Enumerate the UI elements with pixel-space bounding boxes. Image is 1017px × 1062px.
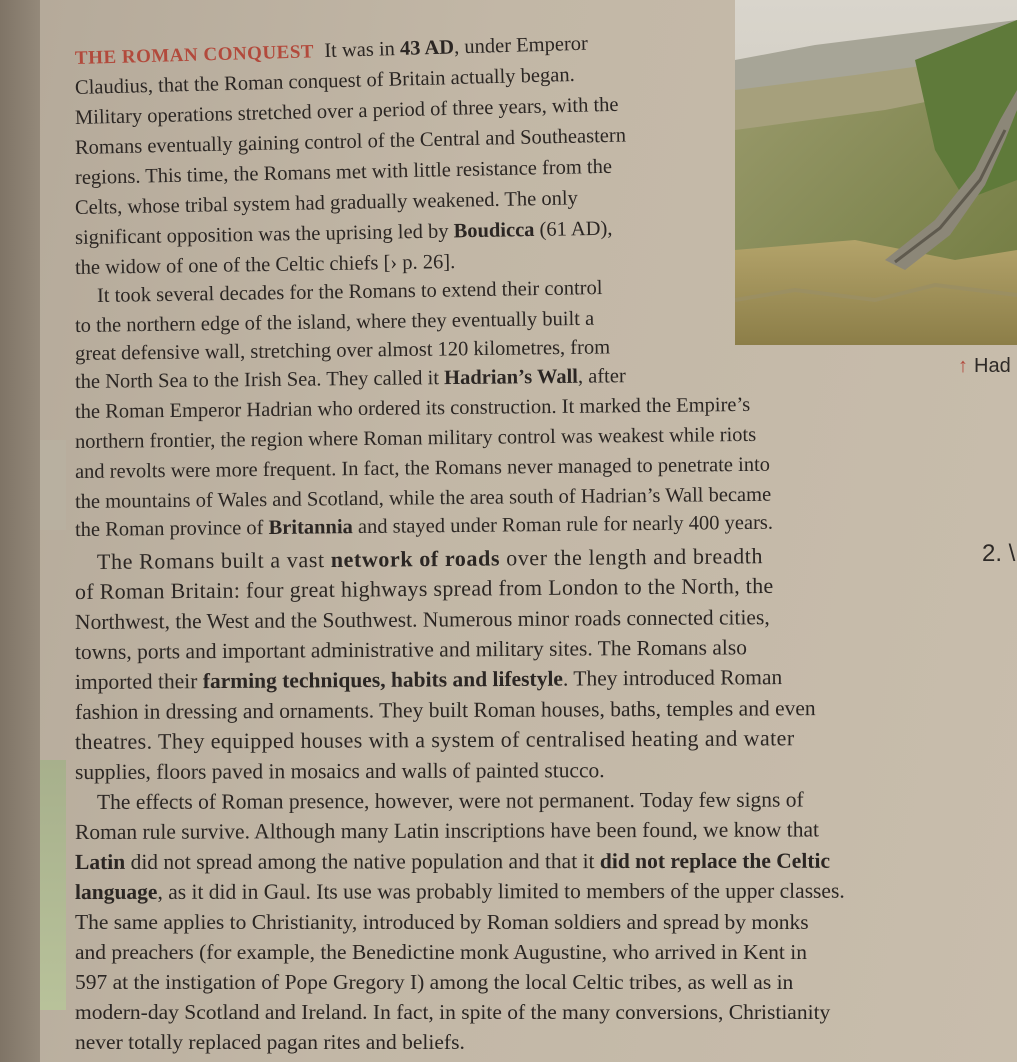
text-line: It took several decades for the Romans to extend their control: [96, 277, 603, 307]
hadrians-wall-photo: [735, 0, 1017, 345]
text-line: towns, ports and important administrative and military sites. The Romans also: [74, 635, 748, 664]
page-edge-tab: [40, 760, 66, 1010]
text-line: The same applies to Christianity, introduced by Roman soldiers and spread by monks: [75, 910, 809, 934]
text-line: the mountains of Wales and Scotland, while the area south of Hadrian’s Wall became: [74, 483, 772, 513]
text-line: and preachers (for example, the Benedictine monk Augustine, who arrived in Kent in: [75, 940, 807, 964]
text-line: modern-day Scotland and Ireland. In fact, in spite of the many conversions, Christianity: [75, 1000, 831, 1024]
text-line: to the northern edge of the island, where they eventually built a: [74, 307, 595, 337]
text-line: northern frontier, the region where Roman military control was weakest while riots: [74, 423, 757, 453]
photo-caption: [958, 355, 1011, 378]
text-line: Romans eventually gaining control of the Central and Southeastern: [74, 124, 627, 159]
text-line: of Roman Britain: four great highways spread from London to the North, the: [74, 572, 774, 604]
text-line: Celts, whose tribal system had gradually weakened. The only: [74, 187, 579, 219]
side-exercise-number: 2. \: [982, 540, 1016, 567]
text-line: 597 at the instigation of Pope Gregory I) among the local Celtic tribes, as well as in: [75, 970, 794, 994]
text-line: Latin did not spread among the native population and that it did not replace the Celtic: [74, 848, 831, 874]
text-line: significant opposition was the uprising led by Boudicca (61 AD),: [74, 217, 613, 249]
text-line: and revolts were more frequent. In fact, the Romans never managed to penetrate into: [74, 453, 771, 483]
text-line: never totally replaced pagan rites and beliefs.: [75, 1030, 465, 1054]
text-line: great defensive wall, stretching over almost 120 kilometres, from: [74, 336, 611, 365]
text-line: supplies, floors paved in mosaics and walls of painted stucco.: [74, 758, 605, 784]
text-line: The Romans built a vast network of roads over the length and breadth: [96, 543, 764, 574]
caption-text: Had: [974, 355, 1011, 377]
text-line: the North Sea to the Irish Sea. They called it Hadrian’s Wall, after: [74, 365, 626, 393]
text-line: Claudius, that the Roman conquest of Britain actually began.: [74, 63, 575, 99]
text-line: The effects of Roman presence, however, were not permanent. Today few signs of: [96, 787, 804, 814]
text-line: fashion in dressing and ornaments. They built Roman houses, baths, temples and even: [74, 696, 816, 724]
text-line: the Roman province of Britannia and stayed under Roman rule for nearly 400 years.: [74, 511, 774, 541]
text-line: imported their farming techniques, habits and lifestyle. They introduced Roman: [74, 665, 783, 694]
text-line: regions. This time, the Romans met with little resistance from the: [74, 155, 613, 189]
text-line: language, as it did in Gaul. Its use was probably limited to members of the upper classes.: [74, 878, 845, 904]
text-line: the widow of one of the Celtic chiefs [› p. 26].: [74, 251, 456, 279]
text-line: Roman rule survive. Although many Latin inscriptions have been found, we know that: [74, 817, 820, 844]
text-line: the Roman Emperor Hadrian who ordered its construction. It marked the Empire’s: [74, 393, 751, 423]
arrow-up-icon: ↑: [958, 355, 968, 377]
text-line: theatres. They equipped houses with a system of centralised heating and water: [74, 725, 795, 754]
text-line: THE ROMAN CONQUEST It was in 43 AD, under Emperor: [74, 32, 589, 69]
text-line: Military operations stretched over a period of three years, with the: [74, 93, 619, 129]
section-heading: THE ROMAN CONQUEST: [74, 41, 315, 69]
page-edge-tab: [40, 440, 66, 530]
text-line: Northwest, the West and the Southwest. Numerous minor roads connected cities,: [74, 605, 770, 634]
